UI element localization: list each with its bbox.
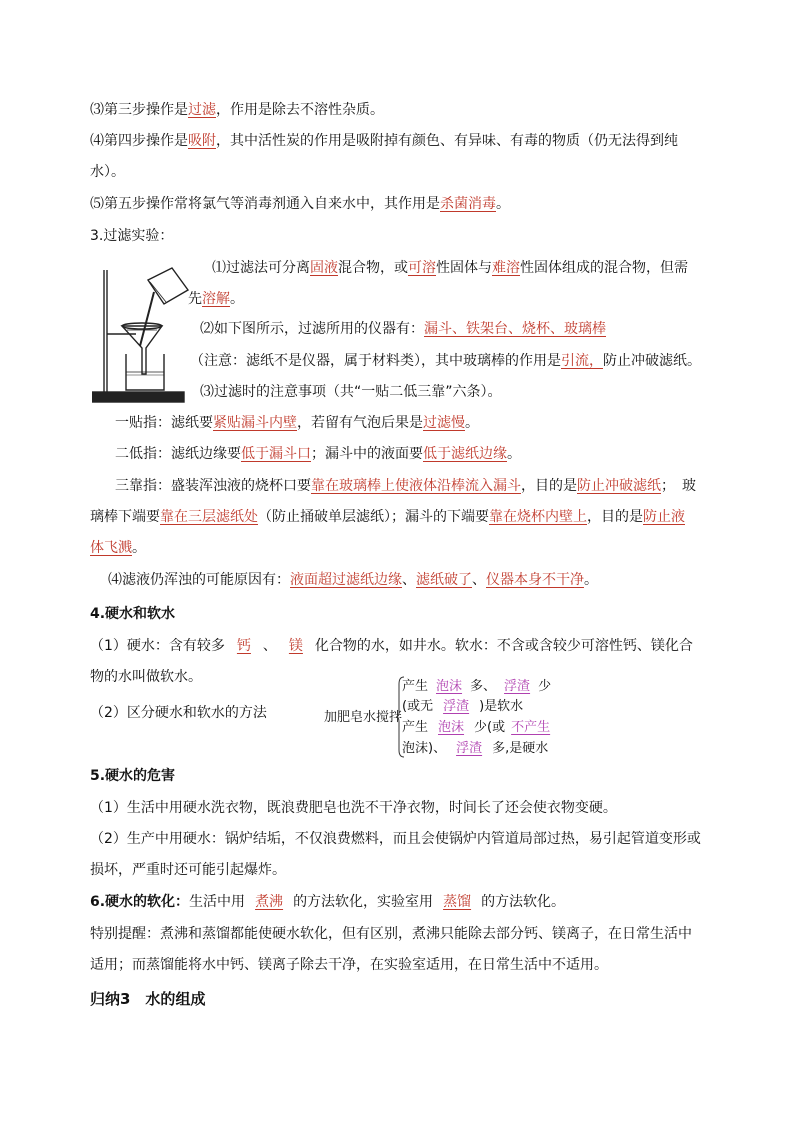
soap-line3 <box>402 719 556 737</box>
filter-point1-text4: 性固体组成的混合物，但需 <box>520 260 688 276</box>
section-heading: 归纳3 水的组成 <box>90 990 206 1008</box>
filter-point4 <box>108 571 598 589</box>
answer-stick-wall: 紧贴漏斗内壁 <box>213 415 297 431</box>
step3-line <box>90 101 384 119</box>
hard-water-text: （1）硬水：含有较多 <box>90 638 225 654</box>
three-leans-line2 <box>90 508 685 526</box>
hard-water-sep: 、 <box>262 638 277 654</box>
answer-slow-filter: 过滤慢 <box>423 415 465 431</box>
step4-answer: 吸附 <box>188 133 216 149</box>
answer-scum: 浮渣 <box>504 679 531 694</box>
step3-text-end: ，作用是除去不溶性杂质。 <box>216 102 384 118</box>
soap-line2 <box>402 698 523 716</box>
step4-line2: 水）。 <box>90 164 125 180</box>
harm-industry2: 损坏，严重时还可能引起爆炸。 <box>90 862 286 878</box>
answer-instruments: 漏斗、铁架台、烧杯、玻璃棒 <box>424 321 606 337</box>
answer-beaker-wall: 靠在烧杯内壁上 <box>489 509 587 525</box>
sep1: 、 <box>402 572 416 588</box>
hard-water-title: 4.硬水和软水 <box>90 606 176 622</box>
soap-text3: 少 <box>538 679 552 694</box>
filter-point1-text3: 性固体与 <box>436 260 492 276</box>
soap-text6: 产生 <box>402 720 429 735</box>
step5-answer: 杀菌消毒 <box>440 196 496 212</box>
soap-text8: 泡沫)、 <box>402 741 447 756</box>
one-stick-text: 一贴指：滤纸要 <box>115 415 213 431</box>
three-leans-text6: ，目的是 <box>587 509 643 525</box>
soap-line4 <box>402 740 548 758</box>
hard-water-text2: 化合物的水，如井水。软水：不含或含较少可溶性钙、镁化合 <box>314 638 693 654</box>
filter-point4-end: 。 <box>584 572 598 588</box>
answer-scum3: 浮渣 <box>456 741 483 756</box>
answer-prevent-splash: 防止液 <box>643 509 685 525</box>
harm-industry: （2）生产中用硬水：锅炉结垢，不仅浪费燃料，而且会使锅炉内管道局部过热，易引起管道变形或 <box>90 831 701 847</box>
step4-text-end: ，其中活性炭的作用是吸附掉有颜色、有异味、有毒的物质（仍无法得到纯 <box>216 133 678 149</box>
answer-insoluble: 难溶 <box>492 260 520 276</box>
soap-label: 加肥皂水搅拌 <box>324 710 403 725</box>
answer-liquid-over: 液面超过滤纸边缘 <box>290 572 402 588</box>
one-stick-text3: 。 <box>465 415 479 431</box>
answer-prevent-tear: 防止冲破滤纸 <box>577 478 661 494</box>
special-tip: 特别提醒：煮沸和蒸馏都能使硬水软化，但有区别，煮沸只能除去部分钙、镁离子，在日常生活中 <box>90 926 692 942</box>
answer-prevent-splash-end: 体飞溅 <box>90 540 132 556</box>
soap-text9: 多,是硬水 <box>492 741 549 756</box>
filter-title: 3.过滤实验： <box>90 228 174 244</box>
three-leans-text: 三靠指：盛装浑浊液的烧杯口要 <box>115 478 311 494</box>
filter-point4-text: ⑷滤液仍浑浊的可能原因有： <box>108 572 290 588</box>
soap-text7: 少(或 <box>474 720 506 735</box>
harm-life: （1）生活中用硬水洗衣物，既浪费肥皂也洗不干净衣物，时间长了还会使衣物变硬。 <box>90 800 617 816</box>
softening-title: 6.硬水的软化： <box>90 894 190 910</box>
three-leans-text3: ； 玻 <box>661 478 696 494</box>
answer-calcium: 钙 <box>236 638 251 654</box>
three-leans-text4: 璃棒下端要 <box>90 509 160 525</box>
two-lows-line <box>115 445 521 463</box>
filter-point2-note <box>190 352 701 370</box>
answer-boiling: 煮沸 <box>255 894 284 910</box>
one-stick-text2: ，若留有气泡后果是 <box>297 415 423 431</box>
distinguish-method: （2）区分硬水和软水的方法 <box>90 705 267 721</box>
filter-point1-text2: 混合物，或 <box>338 260 408 276</box>
three-leans-line3 <box>90 539 146 557</box>
soap-line1 <box>402 678 551 696</box>
soap-text4: (或无 <box>402 699 434 714</box>
answer-below-funnel: 低于漏斗口 <box>241 446 311 462</box>
soap-text: 产生 <box>402 679 429 694</box>
answer-along-rod: 靠在玻璃棒上使液体沿棒流入漏斗 <box>311 478 521 494</box>
filter-point2 <box>200 320 606 338</box>
step4-line <box>90 132 678 150</box>
answer-soluble: 可溶 <box>408 260 436 276</box>
step4-text: ⑷第四步操作是 <box>90 133 188 149</box>
step3-answer: 过滤 <box>188 102 216 118</box>
answer-magnesium: 镁 <box>288 638 303 654</box>
soap-text2: 多、 <box>470 679 497 694</box>
answer-triple-layer: 靠在三层滤纸处 <box>160 509 258 525</box>
answer-foam2: 泡沫 <box>438 720 465 735</box>
softening-text: 生活中用 <box>189 894 246 910</box>
filter-point1-text6: 。 <box>230 291 244 307</box>
filter-point1-line2 <box>188 290 244 308</box>
sep2: 、 <box>472 572 486 588</box>
filter-point1 <box>212 259 688 277</box>
filter-point2-text: ⑵如下图所示，过滤所用的仪器有： <box>200 321 424 337</box>
three-leans-line1 <box>115 477 696 495</box>
harm-title: 5.硬水的危害 <box>90 768 176 784</box>
softening-text3: 的方法软化。 <box>481 894 566 910</box>
filter-note-text2: 防止冲破滤纸。 <box>603 353 701 369</box>
answer-drainage: 引流， <box>561 353 603 369</box>
answer-foam: 泡沫 <box>436 679 463 694</box>
two-lows-text: 二低指：滤纸边缘要 <box>115 446 241 462</box>
three-leans-text2: ，目的是 <box>521 478 577 494</box>
softening-line <box>90 893 565 911</box>
filter-point1-text: ⑴过滤法可分离 <box>212 260 310 276</box>
filter-note-text: （注意：滤纸不是仪器，属于材料类），其中玻璃棒的作用是 <box>190 353 561 369</box>
answer-dirty-instrument: 仪器本身不干净 <box>486 572 584 588</box>
answer-paper-broken: 滤纸破了 <box>416 572 472 588</box>
filter-point3: ⑶过滤时的注意事项（共“一贴二低三靠”六条）。 <box>200 384 502 400</box>
hard-water-def2: 物的水叫做软水。 <box>90 669 202 685</box>
answer-distillation: 蒸馏 <box>443 894 472 910</box>
filter-apparatus-figure <box>92 262 202 404</box>
softening-text2: 的方法软化，实验室用 <box>293 894 434 910</box>
step5-line <box>90 195 510 213</box>
answer-scum2: 浮渣 <box>443 699 470 714</box>
step3-text: ⑶第三步操作是 <box>90 102 188 118</box>
hard-water-def <box>90 637 693 655</box>
answer-below-paper: 低于滤纸边缘 <box>423 446 507 462</box>
answer-no-foam: 不产生 <box>511 720 551 735</box>
answer-solid-liquid: 固液 <box>310 260 338 276</box>
answer-dissolve: 溶解 <box>202 291 230 307</box>
three-leans-text5: （防止捅破单层滤纸）；漏斗的下端要 <box>258 509 489 525</box>
two-lows-text2: ；漏斗中的液面要 <box>311 446 423 462</box>
filter-point1-text5: 先 <box>188 291 202 307</box>
step5-text: ⑸第五步操作常将氯气等消毒剂通入自来水中，其作用是 <box>90 196 440 212</box>
two-lows-text3: 。 <box>507 446 521 462</box>
step5-text-end: 。 <box>496 196 510 212</box>
special-tip2: 适用；而蒸馏能将水中钙、镁离子除去干净，在实验室适用，在日常生活中不适用。 <box>90 957 608 973</box>
one-stick-line <box>115 414 479 432</box>
three-leans-text7: 。 <box>132 540 146 556</box>
soap-text5: )是软水 <box>479 699 524 714</box>
